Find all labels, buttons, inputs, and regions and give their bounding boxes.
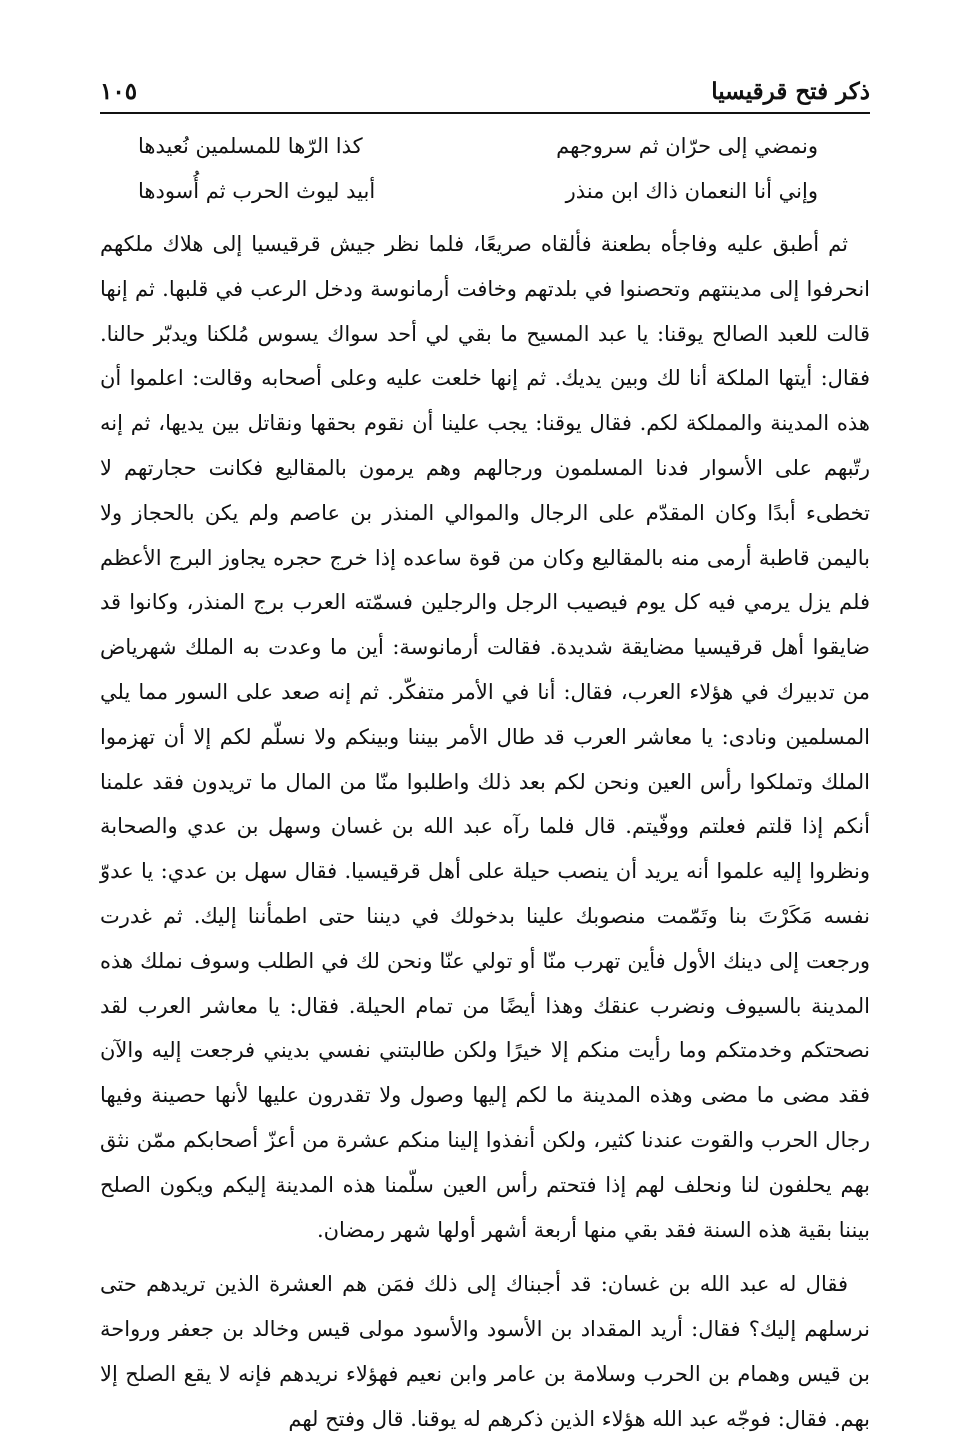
running-header bbox=[100, 78, 870, 114]
paragraph: فقال له عبد الله بن غسان: قد أجبناك إلى ذلك فمَن هم العشرة الذين تريدهم حتى نرسلهم إليك؟ فقال: أريد المقداد بن الأسود والأسود مولى قيس وخالد بن جعفر ورواحة بن قيس وهمام بن الحرب وسلامة بن عامر وابن نعيم فهؤلاء نريدهم فإنه لا يقع الصلح إلا بهم. فقال: فوجّه عبد الله هؤلاء الذين ذكرهم له يوقنا. قال وفتح لهم bbox=[100, 1272, 870, 1431]
verse-second-hemistich: كذا الرّها للمسلمين نُعيدها bbox=[138, 134, 363, 158]
paragraph: ثم أطبق عليه وفاجأه بطعنة فألقاه صريعًا، فلما نظر جيش قرقيسيا إلى هلاك ملكهم انحرفوا إلى مدينتهم وتحصنوا في بلدتهم وخافت أرمانوسة ودخل الرعب في قلبها. ثم إنها قالت للعبد الصالح يوقنا: يا عبد المسيح ما بقي لي أحد سواك يسوس مُلكنا ويدبّر حالنا. فقال: أيتها الملكة أنا لك وبين يديك. ثم إنها خلعت عليه وعلى أصحابه وقالت: اعلموا أن هذه المدينة والمملكة لكم. فقال يوقنا: يجب علينا أن نقوم بحقها ونقاتل بين يديها، ثم إنه رتّبهم على الأسوار فدنا المسلمون ورجالهم وهم يرمون بالمقاليع فكانت حجارتهم لا تخطىء أبدًا وكان المقدّم على الرجال والموالي المنذر بن عاصم ولم يكن بالحجاز ولا باليمن قاطبة أرمى منه بالمقاليع وكان من قوة ساعده إذا خرج حجره يجاوز البرج الأعظم فلم يزل يرمي فيه كل يوم فيصيب الرجل والرجلين فسمّته العرب برج المنذر، وكانوا قد ضايقوا أهل قرقيسيا مضايقة شديدة. فقالت أرمانوسة: أين ما وعدت به الملك شهرياض من تدبيرك في هؤلاء العرب، فقال: أنا في الأمر متفكّر. ثم إنه صعد على السور مما يلي المسلمين ونادى: يا معاشر العرب قد طال الأمر بيننا وبينكم ولا نسلّم لكم إلا أن تهزموا الملك وتملكوا رأس العين ونحن لكم بعد ذلك واطلبوا منّا من المال ما تريدون فقد علمنا أنكم إذا قلتم فعلتم ووفّيتم. قال فلما رآه عبد الله بن غسان وسهل بن عدي والصحابة ونظروا إليه علموا أنه يريد أن ينصب حيلة على أهل قرقيسيا. فقال سهل بن عدي: يا عدوّ نفسه مَكَرْتَ بنا وتَمّمت منصوبك علينا بدخولك في ديننا حتى اطمأننا إليك. ثم غدرت ورجعت إلى دينك الأول فأين تهرب منّا أو تولي عنّا ونحن لك في الطلب وسوف نملك هذه المدينة بالسيوف ونضرب عنقك وهذا أيضًا من تمام الحيلة. فقال: يا معاشر العرب لقد نصحتكم وخدمتكم وما رأيت منكم إلا خيرًا ولكن طالبتني نفسي بديني فرجعت إليه والآن فقد مضى ما مضى وهذه المدينة ما لكم إليها وصول ولا تقدرون عليها لأنها حصينة وفيها رجال الحرب والقوت عندنا كثير، ولكن أنفذوا إلينا منكم عشرة من أعزّ أصحابكم ممّن نثق بهم يحلفون لنا ونحلف لهم إذا فتحتم رأس العين سلّمنا هذه المدينة إليكم ويكون الصلح بيننا بقية هذه السنة فقد بقي منها أربعة أشهر أولها شهر رمضان. bbox=[100, 232, 870, 1242]
poem-verse bbox=[100, 169, 870, 214]
poem bbox=[100, 124, 870, 214]
book-page bbox=[100, 78, 870, 1442]
chapter-title: ذكر فتح قرقيسيا bbox=[711, 78, 870, 105]
poem-verse bbox=[100, 124, 870, 169]
verse-first-hemistich: وإني أنا النعمان ذاك ابن منذر bbox=[565, 179, 818, 203]
verse-first-hemistich: ونمضي إلى حرّان ثم سروجهم bbox=[556, 134, 818, 158]
page-number: ١٠٥ bbox=[100, 78, 138, 105]
verse-second-hemistich: أبيد ليوث الحرب ثم أُسودها bbox=[138, 179, 376, 203]
prose-body bbox=[100, 222, 870, 1442]
